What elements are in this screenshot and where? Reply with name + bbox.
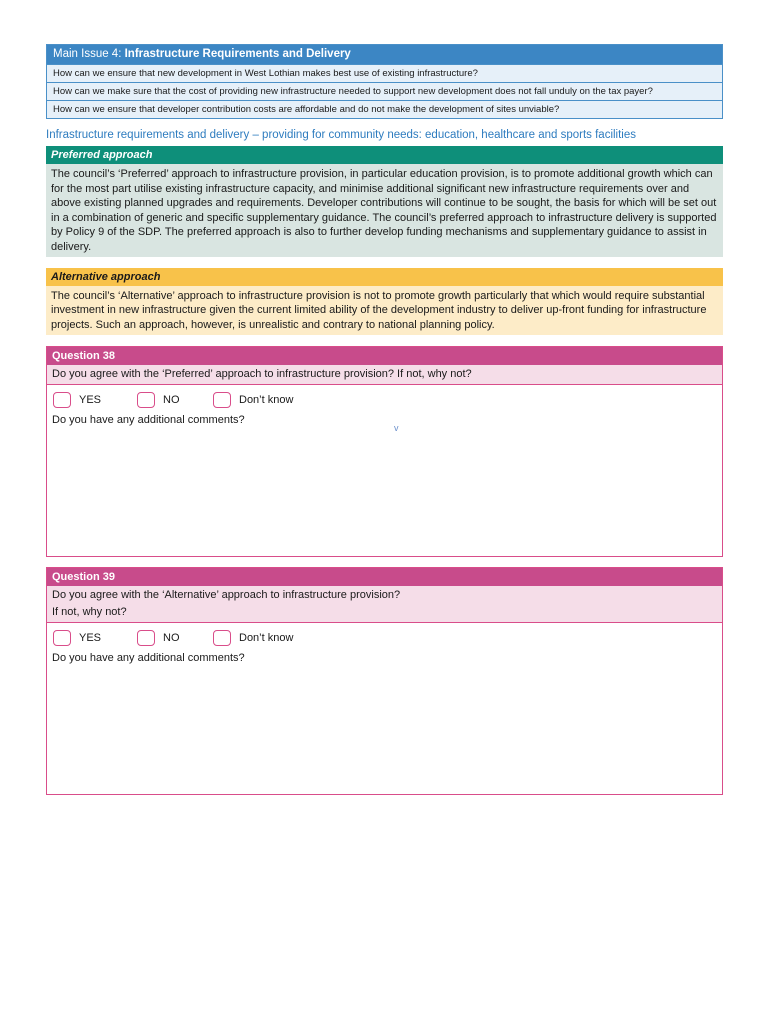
main-issue-question: How can we ensure that developer contribution costs are affordable and do not make the development of sites unviable? [47, 100, 722, 118]
main-issue-question: How can we make sure that the cost of providing new infrastructure needed to support new development does not fall unduly on the tax payer? [47, 82, 722, 100]
yes-label: YES [79, 632, 102, 645]
question-38-options [47, 385, 722, 411]
no-checkbox[interactable] [137, 630, 155, 646]
dont-know-checkbox[interactable] [213, 630, 231, 646]
yes-checkbox[interactable] [53, 392, 71, 408]
option-no [137, 630, 213, 646]
dont-know-label: Don’t know [239, 632, 294, 645]
question-39-answer-area [47, 623, 722, 794]
preferred-approach-text: The council’s ‘Preferred’ approach to infrastructure provision, in particular education provision, is to promote additional growth which can for the most part utilise existing infrastructure capacity, and minimise additional significant new infrastructure requirements over and above existing planned upgrades and requirements. Developer contributions will continue to be sought, the basis for which will be set out in a combination of generic and specific supplementary guidance. The council’s preferred approach to infrastructure delivery is supported by Policy 9 of the SDP. The preferred approach is also to further develop funding mechanisms and supplementary guidance to assist in delivery. [46, 164, 723, 257]
question-39-line-2: If not, why not? [52, 606, 127, 619]
question-38-heading: Question 38 [47, 347, 722, 365]
option-yes [53, 392, 137, 408]
question-38-box [46, 346, 723, 557]
question-39-options [47, 623, 722, 649]
comments-label: Do you have any additional comments? [52, 652, 245, 665]
main-issue-title: Infrastructure Requirements and Delivery [124, 48, 351, 60]
option-no [137, 392, 213, 408]
main-issue-header [47, 45, 722, 64]
question-39-box [46, 567, 723, 795]
alternative-approach-text: The council’s ‘Alternative’ approach to infrastructure provision is not to promote growth particularly that which would require substantial investment in new infrastructure given the current limited ability of the development industry to deliver up-front funding for infrastructure projects. Such an approach, however, is unrealistic and contrary to national planning policy. [46, 286, 723, 336]
option-dont-know [213, 630, 293, 646]
comments-label: Do you have any additional comments? [52, 414, 245, 427]
stray-mark: v [394, 423, 399, 434]
section-subtitle: Infrastructure requirements and delivery – providing for community needs: education, healthcare and sports facilities [46, 129, 636, 141]
dont-know-checkbox[interactable] [213, 392, 231, 408]
no-label: NO [163, 394, 180, 407]
document-page [46, 44, 723, 795]
alternative-approach-heading: Alternative approach [46, 268, 723, 286]
question-39-text [47, 586, 722, 623]
main-issue-question: How can we ensure that new development in West Lothian makes best use of existing infrastructure? [47, 64, 722, 82]
dont-know-label: Don’t know [239, 394, 294, 407]
no-label: NO [163, 632, 180, 645]
preferred-approach-heading: Preferred approach [46, 146, 723, 164]
question-38-text: Do you agree with the ‘Preferred’ approach to infrastructure provision? If not, why not? [47, 365, 722, 385]
main-issue-box [46, 44, 723, 119]
yes-label: YES [79, 394, 102, 407]
yes-checkbox[interactable] [53, 630, 71, 646]
question-38-answer-area [47, 385, 722, 556]
main-issue-prefix: Main Issue 4: [53, 48, 125, 60]
option-yes [53, 630, 137, 646]
no-checkbox[interactable] [137, 392, 155, 408]
question-39-line-1: Do you agree with the ‘Alternative’ approach to infrastructure provision? [52, 589, 401, 602]
question-39-heading: Question 39 [47, 568, 722, 586]
option-dont-know [213, 392, 293, 408]
